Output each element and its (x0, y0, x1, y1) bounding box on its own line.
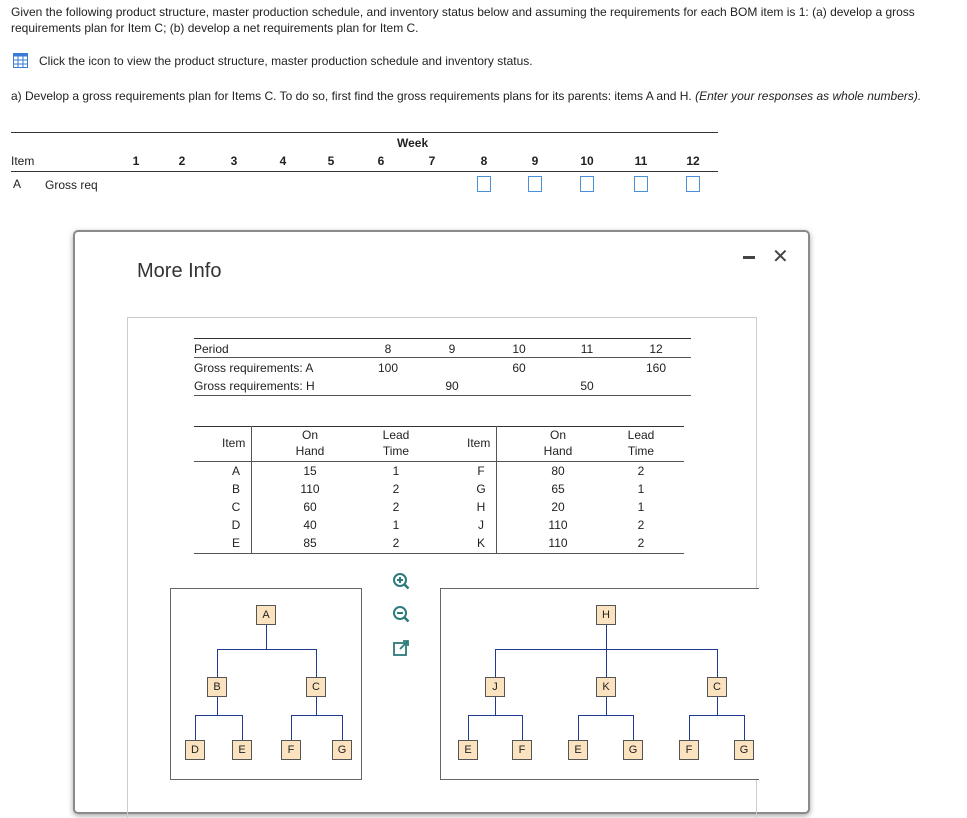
week-header: Week (397, 136, 429, 150)
inv-right-onhand: 65 (551, 482, 565, 496)
inv-left-onhand: 15 (303, 464, 317, 478)
schedule-col-10: 10 (512, 342, 526, 356)
tree-a-link (291, 715, 292, 741)
part-a-instruction: (Enter your responses as whole numbers). (695, 89, 922, 103)
tree-h-link (606, 649, 607, 678)
tree-a-link (217, 649, 317, 650)
tree-h-link (578, 715, 579, 741)
tree-h-node-g2: G (734, 740, 754, 760)
tree-a-link (242, 715, 243, 741)
week-number-7: 7 (428, 154, 436, 168)
inv-left-item: C (231, 500, 241, 514)
tree-h-link (468, 715, 469, 741)
week-number-11: 11 (634, 154, 648, 168)
inv-left-lead: 2 (392, 500, 400, 514)
inv-left-lead: 1 (392, 518, 400, 532)
tree-h-link (495, 697, 496, 715)
schedule-col-12: 12 (649, 342, 663, 356)
open-external-icon[interactable] (392, 639, 410, 657)
view-info-link[interactable] (13, 53, 533, 68)
schedule-col-9: 9 (448, 342, 456, 356)
schedule-col-11: 11 (580, 342, 594, 356)
tree-a-link (342, 715, 343, 741)
schedule-row-a-label: Gross requirements: A (194, 361, 314, 375)
info-panel (127, 317, 757, 818)
tree-a-link (291, 715, 343, 716)
week-number-2: 2 (178, 154, 186, 168)
product-structure-a (170, 588, 362, 780)
inventory-bottom-rule (194, 553, 684, 554)
tree-h-node-j: J (485, 677, 505, 697)
inv-right-item: G (476, 482, 486, 496)
inv-right-lead-header-1: Lead (627, 428, 655, 442)
row-item-a: A (13, 177, 22, 191)
inv-left-onhand-header-1: On (301, 428, 318, 442)
inventory-column-divider (496, 426, 497, 554)
tree-a-node-root: A (256, 605, 276, 625)
schedule-header-rule (194, 357, 691, 358)
tree-a-link (266, 625, 267, 649)
tree-a-node-e: E (232, 740, 252, 760)
table-header-rule (11, 171, 718, 172)
week-number-6: 6 (377, 154, 385, 168)
tree-h-node-e2: E (568, 740, 588, 760)
part-a-text: a) Develop a gross requirements plan for Items C. To do so, first find the gross requirements plans for its parents: items A and H. (11, 89, 692, 103)
tree-h-node-g1: G (623, 740, 643, 760)
more-info-modal (73, 230, 810, 814)
schedule-a-8: 100 (377, 361, 399, 375)
inv-right-onhand: 110 (548, 518, 568, 532)
inv-right-onhand: 80 (551, 464, 565, 478)
schedule-row-h-label: Gross requirements: H (194, 379, 315, 393)
tree-h-link (717, 649, 718, 678)
inventory-header-rule (194, 461, 684, 462)
inv-right-lead: 2 (637, 464, 645, 478)
gross-req-input-week-11[interactable] (634, 176, 648, 192)
inventory-column-divider (251, 426, 252, 554)
part-a-question (11, 88, 956, 104)
tree-a-link (217, 649, 218, 678)
tree-h-link (468, 715, 523, 716)
inv-right-lead: 1 (637, 482, 645, 496)
inv-right-lead: 2 (637, 518, 645, 532)
inv-left-item: B (231, 482, 240, 496)
inv-left-lead-header-1: Lead (382, 428, 410, 442)
inv-right-item: F (477, 464, 485, 478)
tree-h-node-c: C (707, 677, 727, 697)
schedule-col-8: 8 (384, 342, 392, 356)
inv-right-item: J (478, 518, 484, 532)
tree-h-link (606, 625, 607, 649)
inv-right-item: K (476, 536, 485, 550)
schedule-h-9: 90 (445, 379, 459, 393)
schedule-top-rule (194, 338, 691, 339)
inv-left-lead: 2 (392, 536, 400, 550)
gross-req-input-week-12[interactable] (686, 176, 700, 192)
gross-req-input-week-9[interactable] (528, 176, 542, 192)
tree-a-link (316, 649, 317, 678)
inv-left-item: D (231, 518, 241, 532)
inv-left-lead-header-2: Time (382, 444, 410, 458)
inv-right-lead: 1 (637, 500, 645, 514)
table-grid-icon[interactable] (13, 53, 28, 68)
schedule-bottom-rule (194, 395, 691, 396)
week-number-8: 8 (480, 154, 488, 168)
tree-a-node-b: B (207, 677, 227, 697)
tree-h-node-f2: F (679, 740, 699, 760)
tree-a-link (195, 715, 196, 741)
zoom-in-icon[interactable] (392, 572, 410, 590)
tree-h-node-root: H (596, 605, 616, 625)
schedule-a-12: 160 (645, 361, 667, 375)
inv-left-item: A (231, 464, 240, 478)
view-info-link-text[interactable]: Click the icon to view the product structure, master production schedule and inventory status. (39, 53, 533, 68)
tree-a-node-f: F (281, 740, 301, 760)
tree-h-node-e1: E (458, 740, 478, 760)
inv-left-onhand: 40 (303, 518, 317, 532)
inv-left-lead: 1 (392, 464, 400, 478)
table-top-rule (11, 132, 718, 133)
inv-right-item: H (476, 500, 486, 514)
tree-h-link (689, 715, 690, 741)
schedule-a-10: 60 (512, 361, 526, 375)
tree-h-link (522, 715, 523, 741)
close-button[interactable]: ✕ (772, 246, 789, 268)
inv-left-onhand: 60 (303, 500, 317, 514)
tree-h-link (495, 649, 496, 678)
inv-left-item: E (231, 536, 240, 550)
inv-left-onhand-header-2: Hand (295, 444, 325, 458)
tree-a-link (195, 715, 243, 716)
question-prompt: Given the following product structure, master production schedule, and inventory status below and assuming the requirements for each BOM item is 1: (a) develop a gross requirements plan for Item C; (b) develop a net requirements plan for Item C. (11, 5, 915, 35)
tree-a-link (316, 697, 317, 715)
inv-right-lead-header-2: Time (627, 444, 655, 458)
week-number-12: 12 (686, 154, 700, 168)
inv-right-onhand: 110 (548, 536, 568, 550)
inv-left-onhand: 110 (300, 482, 320, 496)
inv-right-onhand-header-1: On (549, 428, 566, 442)
tree-a-node-g: G (332, 740, 352, 760)
inv-right-lead: 2 (637, 536, 645, 550)
tree-a-link (217, 697, 218, 715)
schedule-h-11: 50 (580, 379, 594, 393)
row-label-gross-req: Gross req (45, 178, 98, 192)
gross-req-input-week-8[interactable] (477, 176, 491, 192)
week-number-5: 5 (327, 154, 335, 168)
inv-left-item-header: Item (222, 436, 246, 450)
tree-h-link (717, 697, 718, 715)
item-column-header: Item (11, 154, 35, 168)
inv-left-lead: 2 (392, 482, 400, 496)
tree-h-node-k: K (596, 677, 616, 697)
inv-right-item-header: Item (467, 436, 491, 450)
tree-h-link (744, 715, 745, 741)
tree-h-link (606, 697, 607, 715)
gross-req-input-week-10[interactable] (580, 176, 594, 192)
week-number-4: 4 (279, 154, 287, 168)
week-number-9: 9 (531, 154, 539, 168)
tree-a-node-c: C (306, 677, 326, 697)
tree-h-link (633, 715, 634, 741)
week-number-1: 1 (132, 154, 140, 168)
modal-title: More Info (137, 260, 222, 282)
inv-right-onhand: 20 (551, 500, 565, 514)
zoom-out-icon[interactable] (392, 605, 410, 623)
product-structure-h (440, 588, 759, 780)
week-number-10: 10 (580, 154, 594, 168)
inv-right-onhand-header-2: Hand (543, 444, 573, 458)
inv-left-onhand: 85 (303, 536, 317, 550)
inventory-top-rule (194, 426, 684, 427)
schedule-period-label: Period (194, 342, 229, 356)
tree-h-link (689, 715, 745, 716)
minimize-button[interactable] (743, 256, 755, 259)
tree-h-link (578, 715, 634, 716)
tree-a-node-d: D (185, 740, 205, 760)
week-number-3: 3 (230, 154, 238, 168)
tree-h-node-f1: F (512, 740, 532, 760)
